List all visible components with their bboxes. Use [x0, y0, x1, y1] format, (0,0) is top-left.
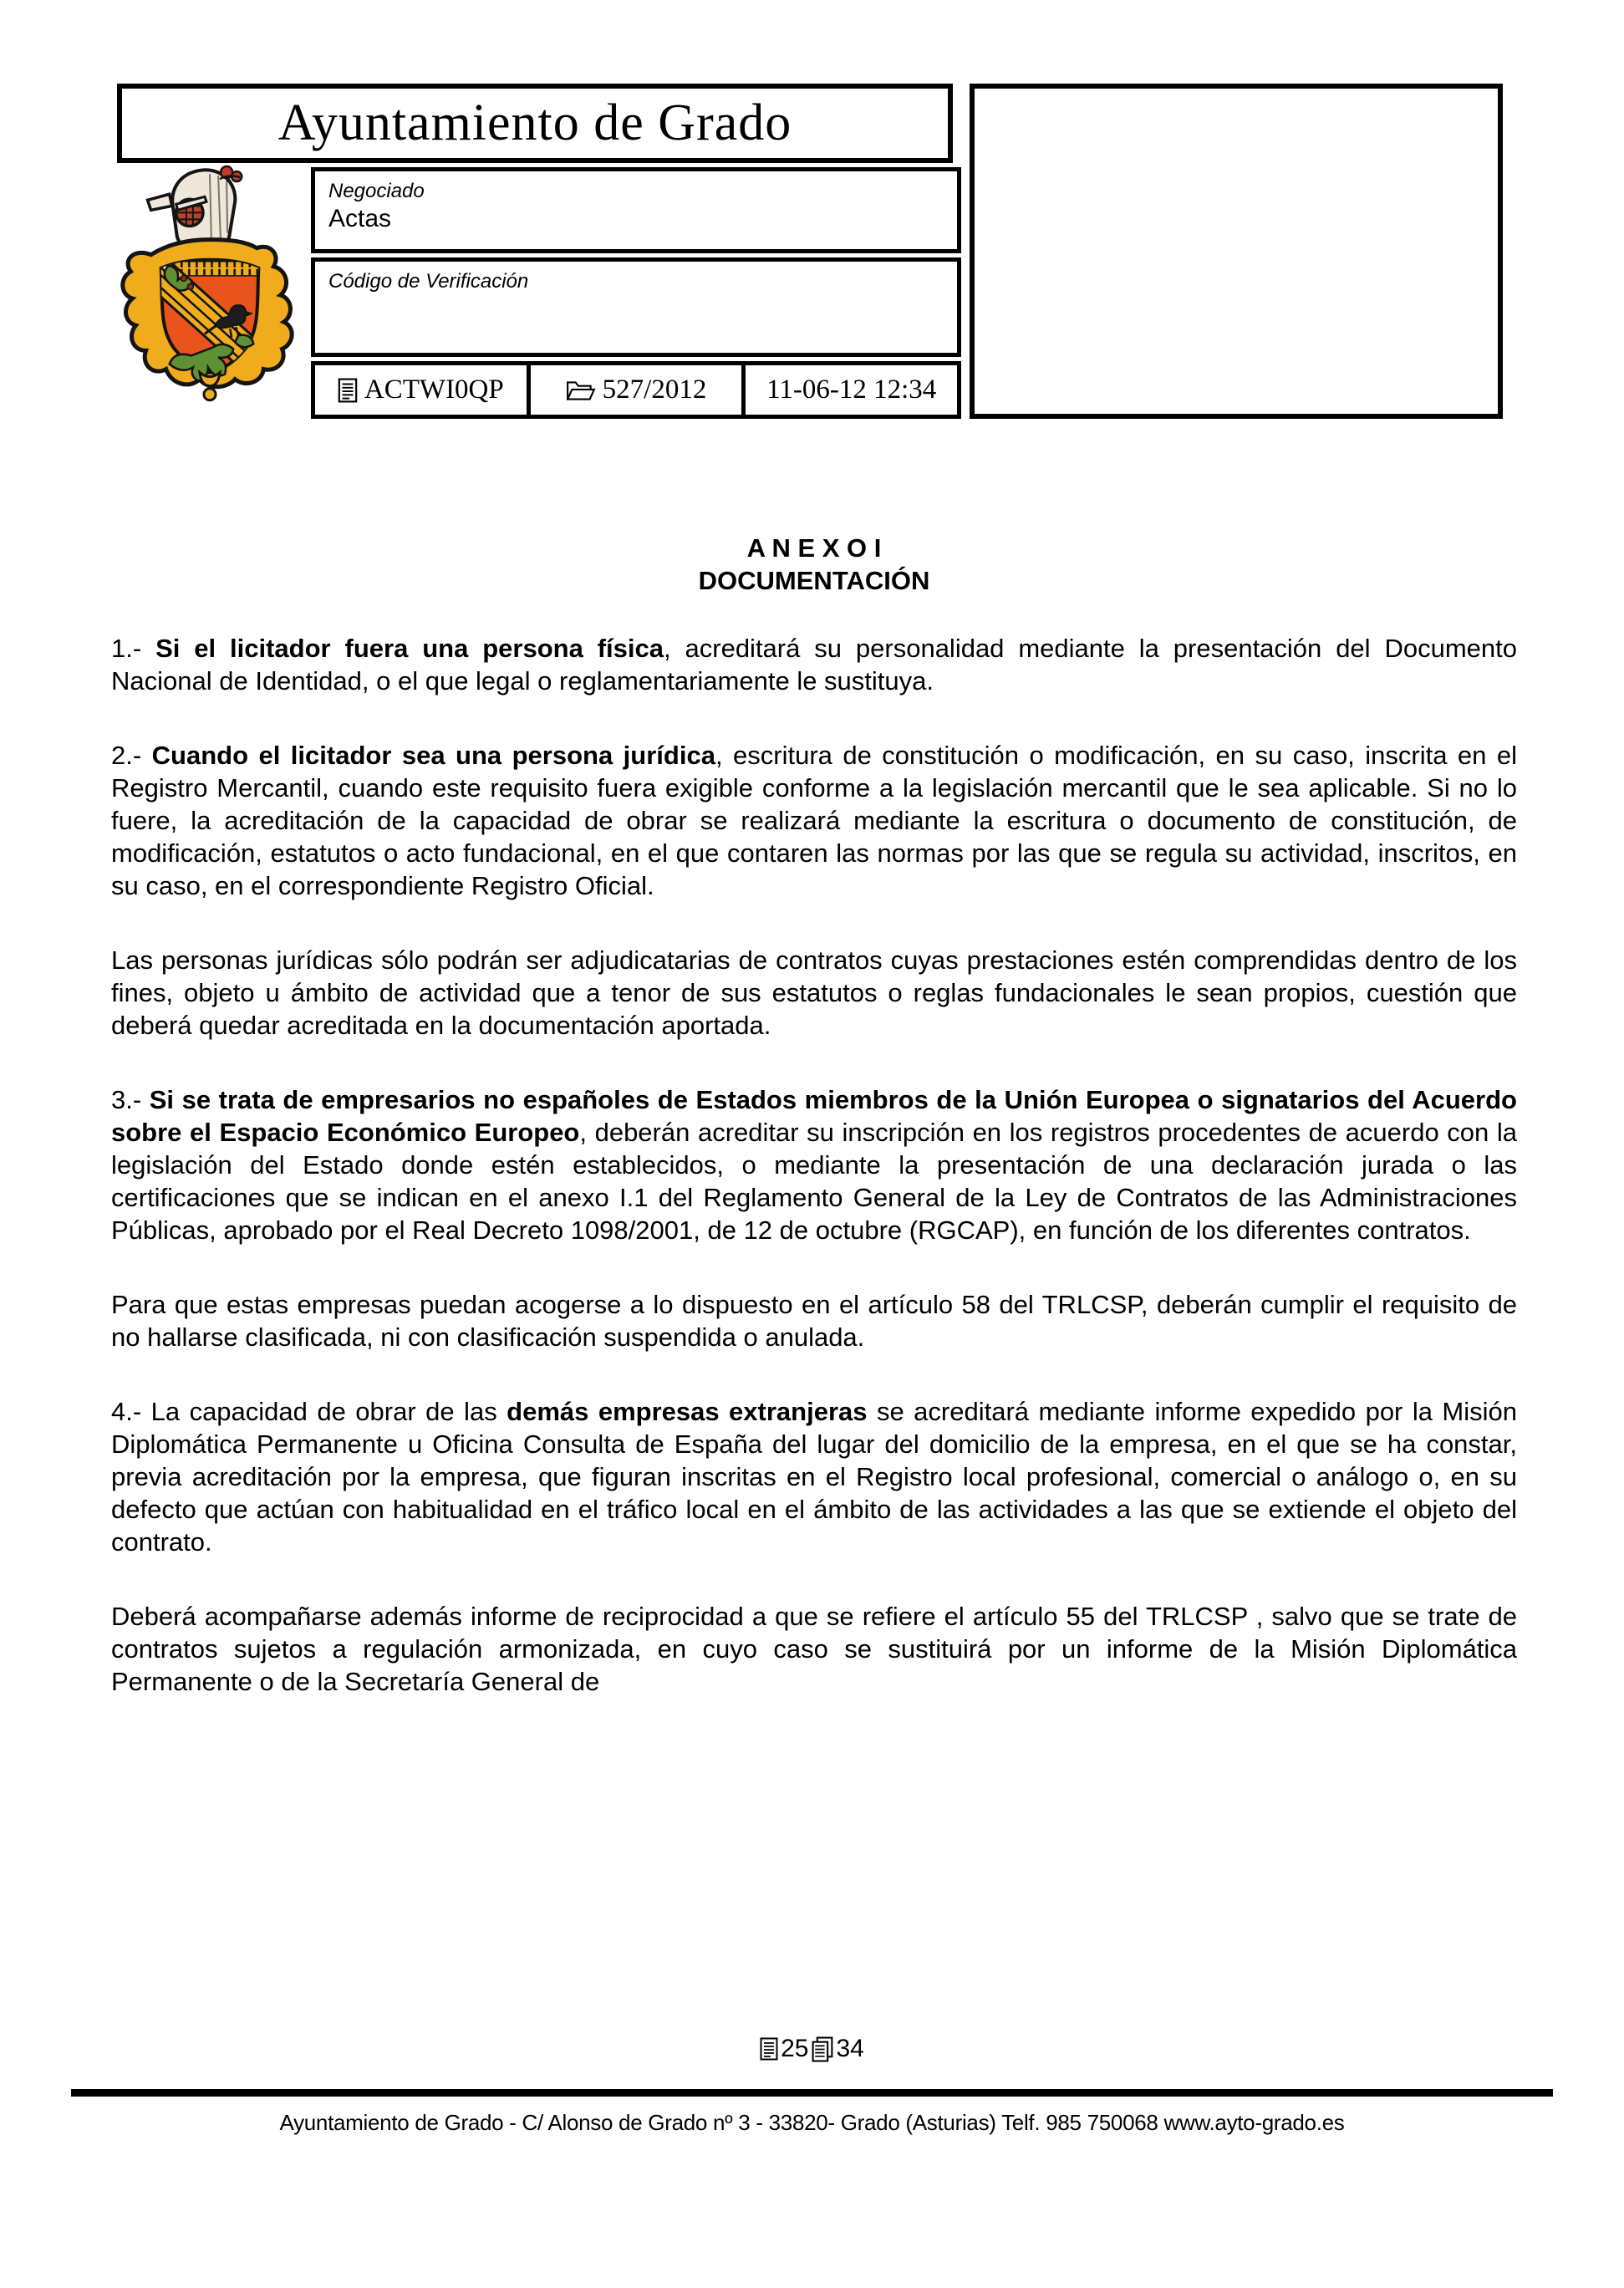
paragraph-6: [111, 1395, 1517, 1558]
document-title-line1: A N E X O I: [746, 533, 882, 563]
coat-of-arms-icon: [117, 161, 303, 430]
text-run: , acreditará su personalidad mediante la presentación del Documento Nacional de Identidad, o el que legal o reglamentariamente le sustituya.: [111, 634, 1517, 696]
page-icon: [760, 2037, 778, 2061]
bold-run: Si se trata de empresarios no españoles de Estados miembros de la Unión Europea o signatarios del Acuerdo sobre el Espacio Económico Europeo: [111, 1085, 1517, 1147]
text-run: Las personas jurídicas sólo podrán ser adjudicatarias de contratos cuyas prestaciones estén comprendidas dentro de los fines, objeto u ámbito de actividad que a tenor de sus estatutos o reglas fundacionales le sean propios, cuestión que deberá quedar acreditada en la documentación aportada.: [111, 945, 1517, 1040]
text-run: 1.-: [111, 634, 156, 663]
page-total: 34: [836, 2035, 864, 2062]
codigo-verificacion-label: Código de Verificación: [328, 270, 529, 293]
file-number-cell: [527, 365, 742, 415]
coat-of-arms-svg: [117, 161, 303, 430]
folder-icon: [566, 379, 596, 402]
datetime-cell: [741, 365, 957, 415]
page-current: 25: [781, 2035, 809, 2062]
bold-run: Cuando el licitador sea una persona jurídica: [151, 741, 715, 770]
org-title: Ayuntamiento de Grado: [277, 94, 792, 151]
text-run: se acreditará mediante informe expedido por la Misión Diplomática Permanente u Oficina Consulta de España del lugar del domicilio de la empresa, en el que se ha constar, previa acreditación por la empresa, que figuran inscritas en el Registro local profesional, comercial o análogo o, en su defecto que actúan con habitualidad en el tráfico local en el ámbito de las actividades a las que se extiende el objeto del contrato.: [111, 1397, 1517, 1557]
page-indicator: [0, 2035, 1624, 2063]
doc-code-cell: [315, 365, 527, 415]
paragraph-1: [111, 632, 1517, 697]
paragraph-3: [111, 944, 1517, 1042]
paragraph-4: [111, 1083, 1517, 1246]
document-title-line2: DOCUMENTACIÓN: [698, 566, 930, 595]
footer-rule: [71, 2089, 1553, 2097]
datetime: 11-06-12 12:34: [766, 375, 937, 405]
file-number: 527/2012: [602, 375, 707, 405]
paragraph-2: [111, 739, 1517, 902]
text-run: 4.- La capacidad de obrar de las: [111, 1397, 507, 1426]
codes-row: [311, 361, 961, 419]
text-run: 2.-: [111, 741, 152, 770]
text-run: 3.-: [111, 1085, 150, 1114]
footer-address: Ayuntamiento de Grado - C/ Alonso de Grado nº 3 - 33820- Grado (Asturias) Telf. 985 750068 www.ayto-grado.es: [279, 2110, 1345, 2135]
document-icon: [338, 378, 358, 403]
bold-run: Si el licitador fuera una persona física: [155, 634, 664, 663]
text-run: Para que estas empresas puedan acogerse a lo dispuesto en el artículo 58 del TRLCSP, deberán cumplir el requisito de no hallarse clasificada, ni con clasificación suspendida o anulada.: [111, 1290, 1517, 1352]
header-empty-box: [970, 84, 1503, 419]
document-title: [111, 532, 1517, 597]
negociado-box: [311, 167, 961, 253]
pages-icon: [812, 2036, 834, 2062]
text-run: , escritura de constitución o modificación, en su caso, inscrita en el Registro Mercantil, cuando este requisito fuera exigible conforme a la legislación mercantil que le sea aplicable. Si no lo fuere, la acreditación de la capacidad de obrar se realizará mediante la escritura o documento de constitución, de modificación, estatutos o acto fundacional, en el que contaren las normas por las que se regula su actividad, inscritos, en su caso, en el correspondiente Registro Oficial.: [111, 741, 1517, 900]
paragraph-5: [111, 1288, 1517, 1353]
negociado-label: Negociado: [328, 180, 425, 202]
org-title-box: [117, 84, 953, 163]
codigo-verificacion-box: [311, 257, 961, 357]
doc-code: ACTWI0QP: [364, 375, 504, 405]
negociado-value: Actas: [328, 205, 392, 232]
text-run: , deberán acreditar su inscripción en los registros procedentes de acuerdo con la legislación del Estado donde estén establecidos, o mediante la presentación de una declaración jurada o las certificaciones que se indican en el anexo I.1 del Reglamento General de la Ley de Contratos de las Administraciones Públicas, aprobado por el Real Decreto 1098/2001, de 12 de octubre (RGCAP), en función de los diferentes contratos.: [111, 1118, 1517, 1245]
document-body: [111, 632, 1517, 1740]
paragraph-7: [111, 1600, 1517, 1698]
bold-run: demás empresas extranjeras: [507, 1397, 868, 1426]
text-run: Deberá acompañarse además informe de reciprocidad a que se refiere el artículo 55 del TRLCSP , salvo que se trate de contratos sujetos a regulación armonizada, en cuyo caso se sustituirá por un informe de la Misión Diplomática Permanente o de la Secretaría General de: [111, 1602, 1517, 1696]
